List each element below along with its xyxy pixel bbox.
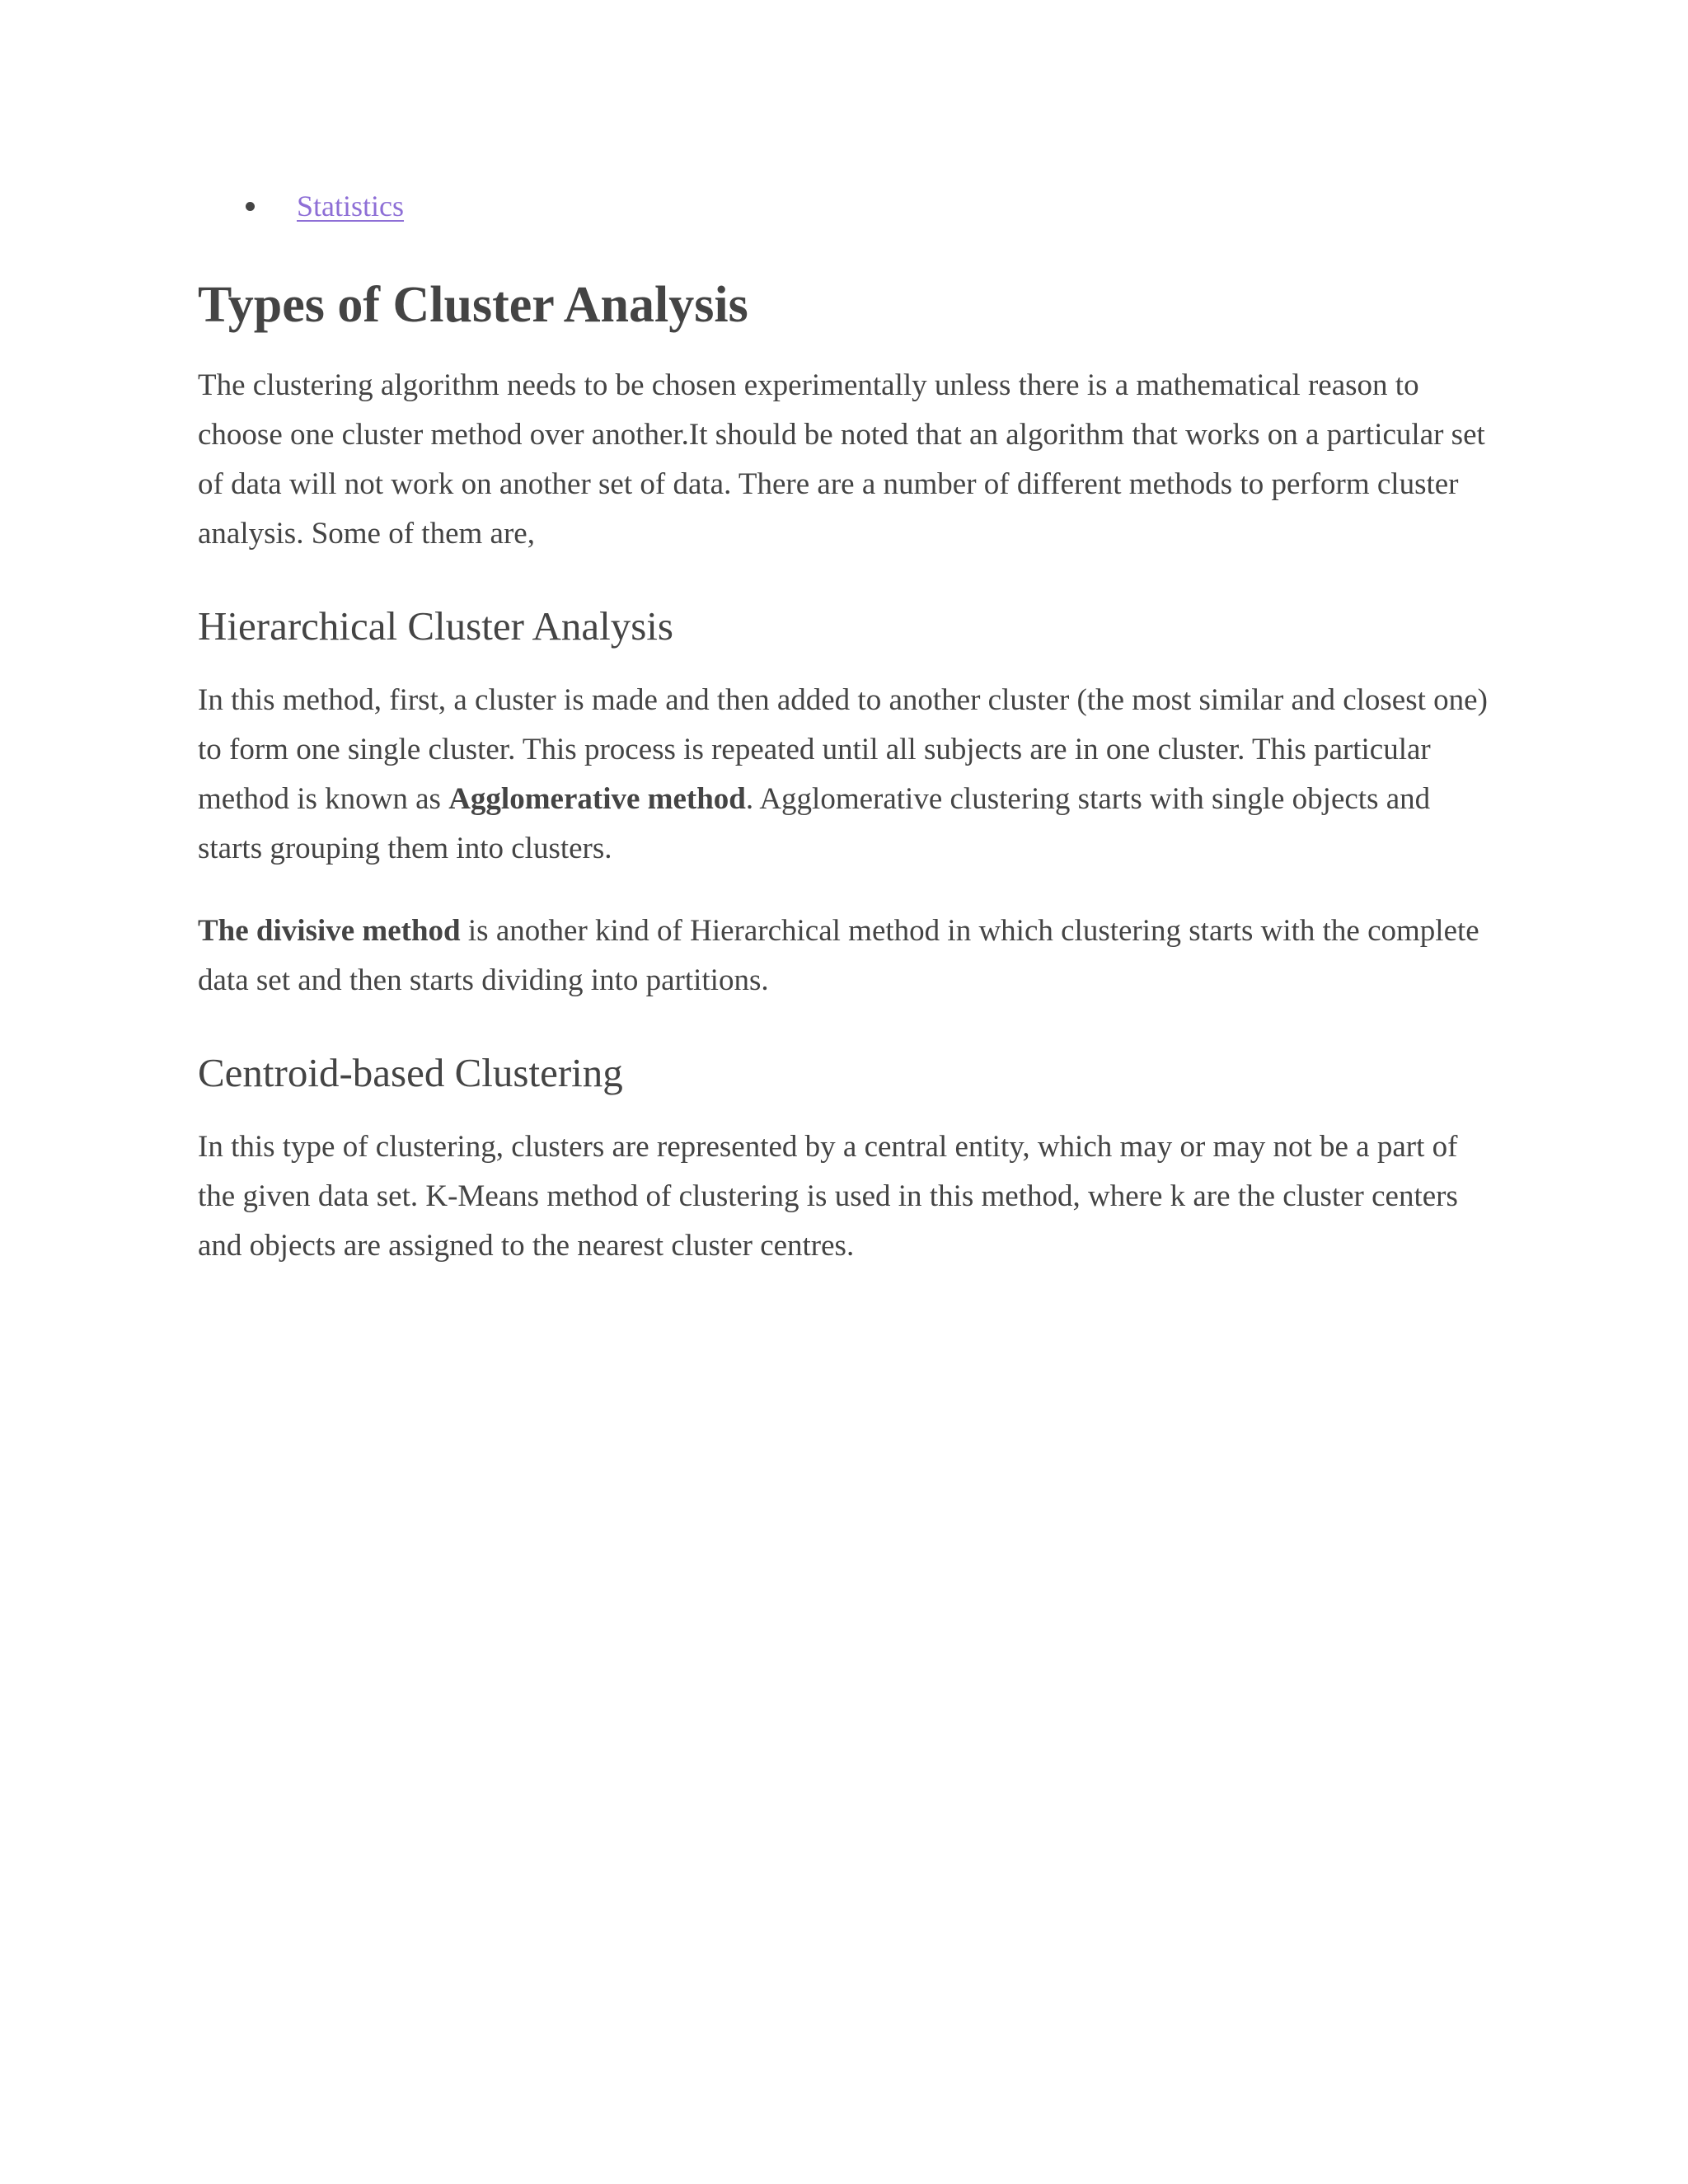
category-list [198,181,1490,231]
hierarchical-text-end: . Agglomerative clustering starts with single objects and starts grouping them into clusters. [198,782,1431,865]
agglomerative-term: Agglomerative method [448,782,746,816]
hierarchical-paragraph [198,676,1490,874]
bullet-icon [246,202,255,211]
statistics-link[interactable]: Statistics [297,190,405,223]
intro-paragraph: The clustering algorithm needs to be chosen experimentally unless there is a mathematical reason to choose one cluster method over another.It should be noted that an algorithm that works on a particular set of data will not work on another set of data. There are a number of different methods to perform cluster analysis. Some of them are, [198,368,1485,551]
hierarchical-text-start: In this method, first, a cluster is made and then added to another cluster (the most similar and closest one) to form one single cluster. This process is repeated until all subjects are in one cluster. This particular method is known as [198,683,1488,816]
list-item [198,181,1490,231]
page-title: Types of Cluster Analysis [198,277,748,333]
divisive-text: is another kind of Hierarchical method in which clustering starts with the complete data set and then starts dividing into partitions. [198,914,1479,997]
document-page [198,181,1490,1271]
centroid-paragraph: In this type of clustering, clusters are represented by a central entity, which may or may not be a part of the given data set. K-Means method of clustering is used in this method, where k are the cluster centers and objects are assigned to the nearest cluster centres. [198,1130,1458,1263]
section-heading-centroid: Centroid-based Clustering [198,1050,623,1095]
divisive-paragraph [198,907,1490,1005]
divisive-term: The divisive method [198,914,461,948]
section-heading-hierarchical: Hierarchical Cluster Analysis [198,603,673,649]
